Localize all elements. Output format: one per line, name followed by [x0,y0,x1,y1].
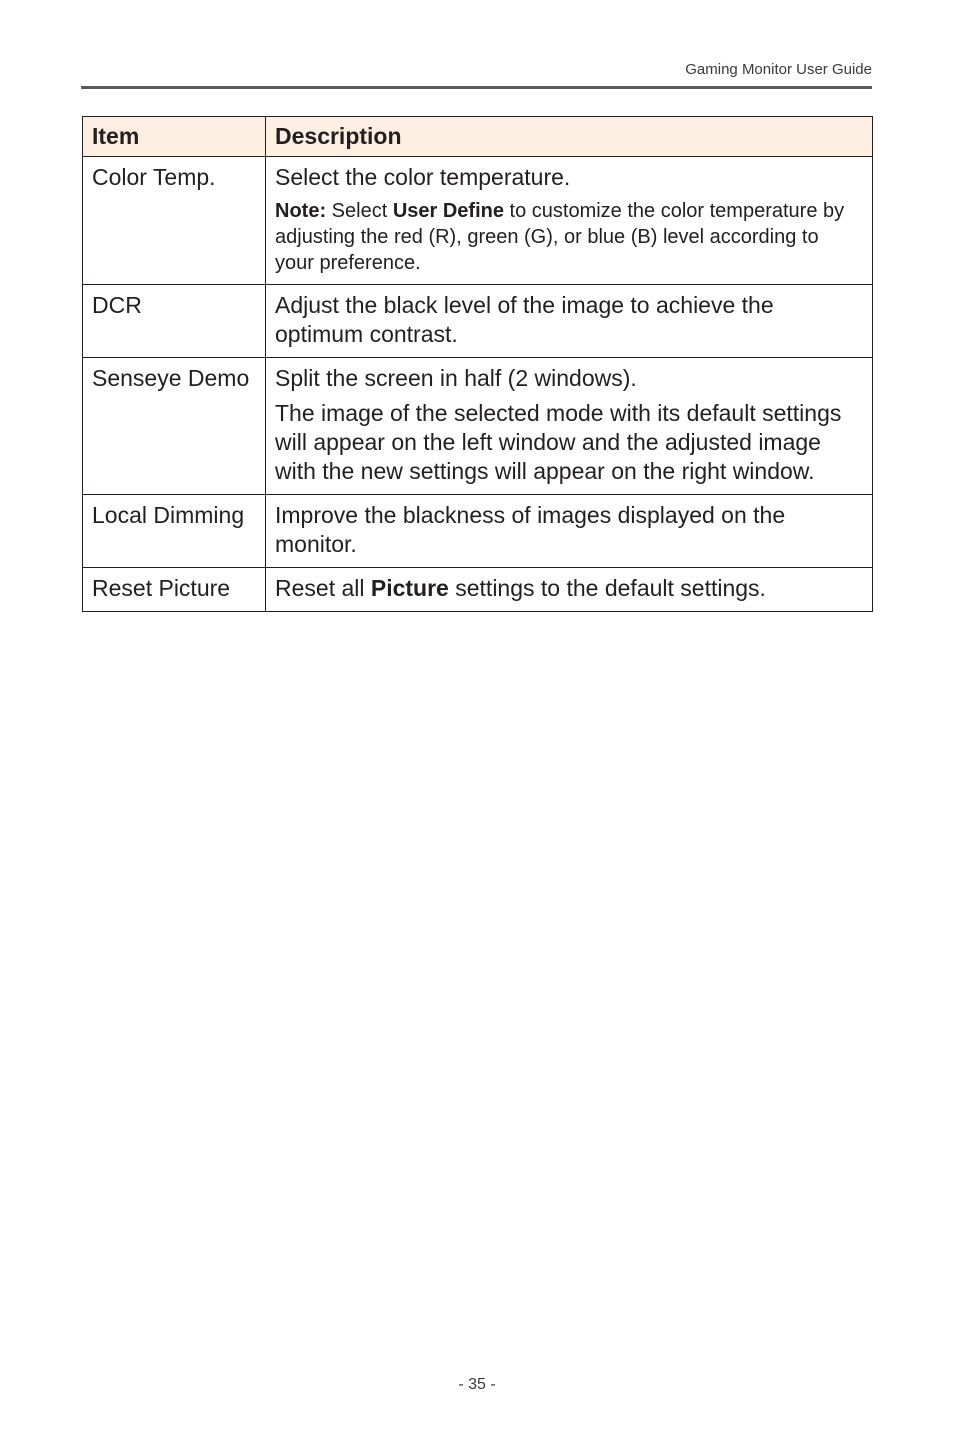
description-cell [266,157,873,285]
column-header-description: Description [266,117,873,157]
table-row [83,157,873,285]
item-cell: Senseye Demo [83,358,266,495]
item-cell: Local Dimming [83,495,266,568]
item-cell: DCR [83,285,266,358]
description-cell [266,568,873,612]
description-text-pre: Reset all [275,575,371,601]
description-text-post: settings to the default settings. [448,575,766,601]
note-option-name: User Define [392,200,504,222]
note-text-post: to customize the color temperature by adjusting the red (R), green (G), or blue (B) level according to your preference. [275,200,845,274]
page-number: - 35 - [458,1376,496,1393]
menu-name: Picture [370,575,449,601]
table-header-row [83,117,873,157]
description-cell [266,495,873,568]
item-cell: Reset Picture [83,568,266,612]
table-row [83,568,873,612]
note-text-pre: Select [326,200,393,222]
settings-table [82,116,873,612]
description-text [275,574,863,603]
column-header-item: Item [83,117,266,157]
table-row [83,358,873,495]
description-text-2: The image of the selected mode with its default settings will appear on the left window and the adjusted image with the new settings will appear on the right window. [275,400,842,484]
running-header: Gaming Monitor User Guide [685,61,872,78]
description-text: Adjust the black level of the image to achieve the optimum contrast. [275,292,774,347]
description-cell [266,285,873,358]
table-row [83,495,873,568]
description-text: Improve the blackness of images displayed on the monitor. [275,502,786,557]
table-row [83,285,873,358]
header-rule [81,86,872,89]
note-text [275,198,863,276]
description-text: Split the screen in half (2 windows). [275,365,637,391]
item-cell: Color Temp. [83,157,266,285]
note-label: Note: [275,200,327,222]
description-text: Select the color temperature. [275,164,571,190]
description-cell [266,358,873,495]
